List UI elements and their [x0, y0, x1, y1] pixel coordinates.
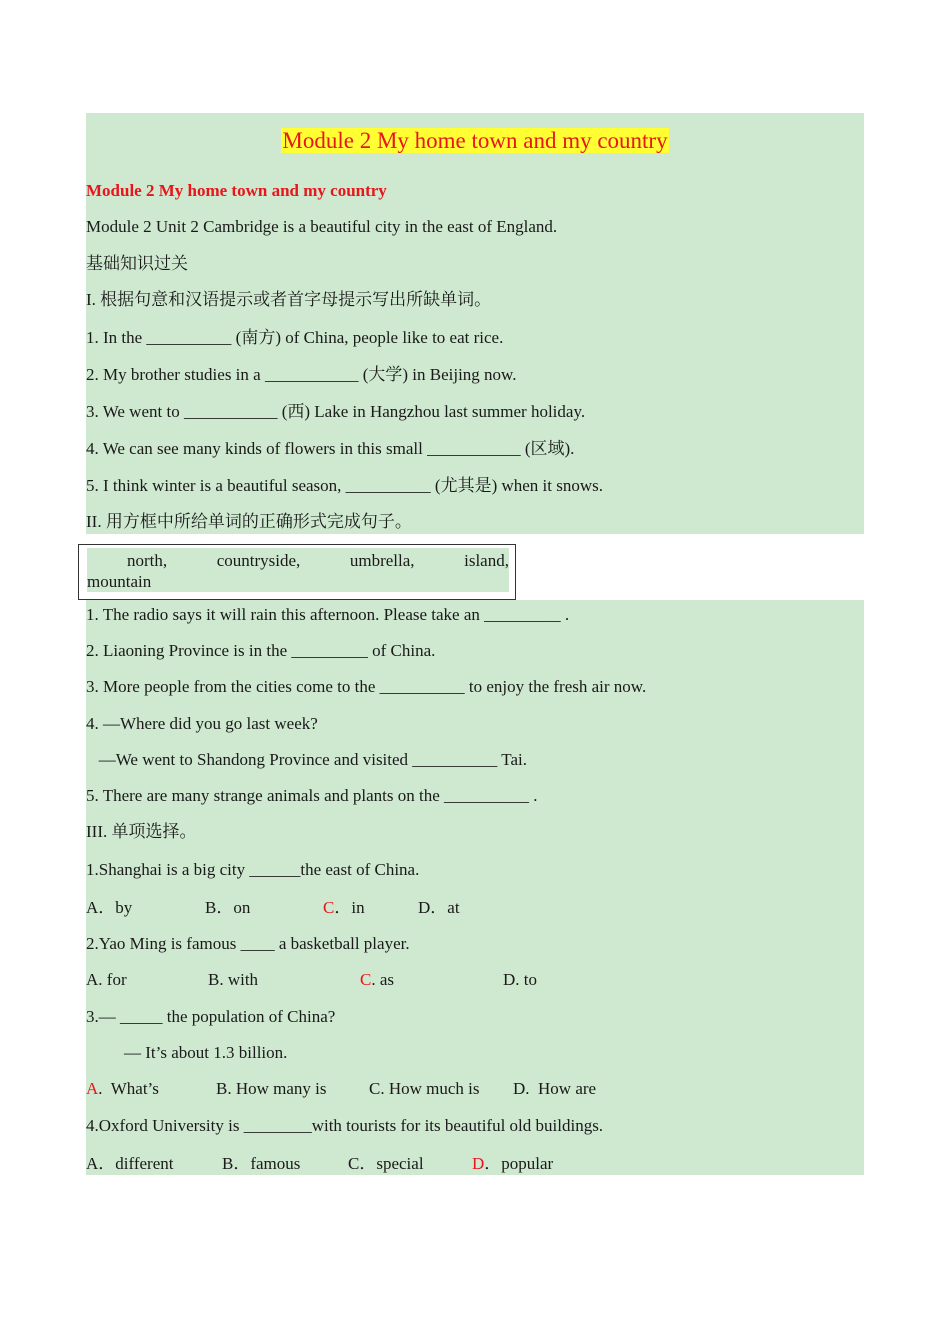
q4-option-a: A．different [86, 1154, 174, 1173]
q4-option-d: D．popular [472, 1154, 554, 1173]
q4-stem: 4.Oxford University is ________with tourists for its beautiful old buildings. [86, 1116, 604, 1135]
word-north: north, [127, 551, 168, 570]
word-umbrella: umbrella, [349, 551, 415, 570]
q3-option-d: D. How are [513, 1079, 597, 1098]
subtitle: Module 2 My home town and my country [86, 181, 387, 200]
q2-stem: 2.Yao Ming is famous ____ a basketball player. [86, 934, 410, 953]
part2-item-2: 2. Liaoning Province is in the _________ of China. [86, 641, 436, 660]
q3-option-c: C. How much is [369, 1079, 480, 1098]
part2-item-3: 3. More people from the cities come to the __________ to enjoy the fresh air now. [86, 677, 647, 696]
part2-item-5: 5. There are many strange animals and plants on the __________ . [86, 786, 538, 805]
q3-option-a: A. What’s [86, 1079, 159, 1098]
word-row [87, 551, 509, 571]
q1-option-d: D．at [418, 898, 460, 917]
q1-option-c: C．in [323, 898, 365, 917]
part1-item-1: 1. In the __________ (南方) of China, people like to eat rice. [86, 328, 504, 347]
q1-option-a: A．by [86, 898, 133, 917]
q1-option-b: B．on [205, 898, 251, 917]
q4-option-c: C．special [348, 1154, 424, 1173]
unit-heading: Module 2 Unit 2 Cambridge is a beautiful city in the east of England. [86, 217, 558, 236]
part1-heading: I. 根据句意和汉语提示或者首字母提示写出所缺单词。 [86, 290, 492, 309]
q3-reply: — It’s about 1.3 billion. [124, 1043, 288, 1062]
part2-item-4: 4. —Where did you go last week? [86, 714, 318, 733]
q3-stem: 3.— _____ the population of China? [86, 1007, 336, 1026]
content-background-top [86, 113, 864, 534]
q1-stem: 1.Shanghai is a big city ______the east of China. [86, 860, 420, 879]
part1-item-2: 2. My brother studies in a ___________ (大学) in Beijing now. [86, 365, 517, 384]
word-mountain: mountain [87, 572, 152, 591]
section-intro: 基础知识过关 [86, 254, 188, 273]
q2-option-b: B. with [208, 970, 259, 989]
page-title: Module 2 My home town and my country [282, 128, 668, 153]
q2-option-c: C. as [360, 970, 395, 989]
part1-item-4: 4. We can see many kinds of flowers in this small ___________ (区域). [86, 439, 575, 458]
q2-option-d: D. to [503, 970, 537, 989]
q3-option-b: B. How many is [216, 1079, 327, 1098]
part1-item-5: 5. I think winter is a beautiful season, __________ (尤其是) when it snows. [86, 476, 604, 495]
q4-option-b: B．famous [222, 1154, 301, 1173]
part2-item-4-reply: —We went to Shandong Province and visited __________ Tai. [86, 750, 527, 769]
part2-item-1: 1. The radio says it will rain this afternoon. Please take an _________ . [86, 605, 570, 624]
part2-heading: II. 用方框中所给单词的正确形式完成句子。 [86, 512, 412, 531]
word-countryside: countryside, [216, 551, 301, 570]
word-island: island, [464, 551, 509, 570]
word-box [78, 544, 516, 600]
part1-item-3: 3. We went to ___________ (西) Lake in Hangzhou last summer holiday. [86, 402, 586, 421]
part3-heading: III. 单项选择。 [86, 822, 197, 841]
q2-option-a: A. for [86, 970, 127, 989]
